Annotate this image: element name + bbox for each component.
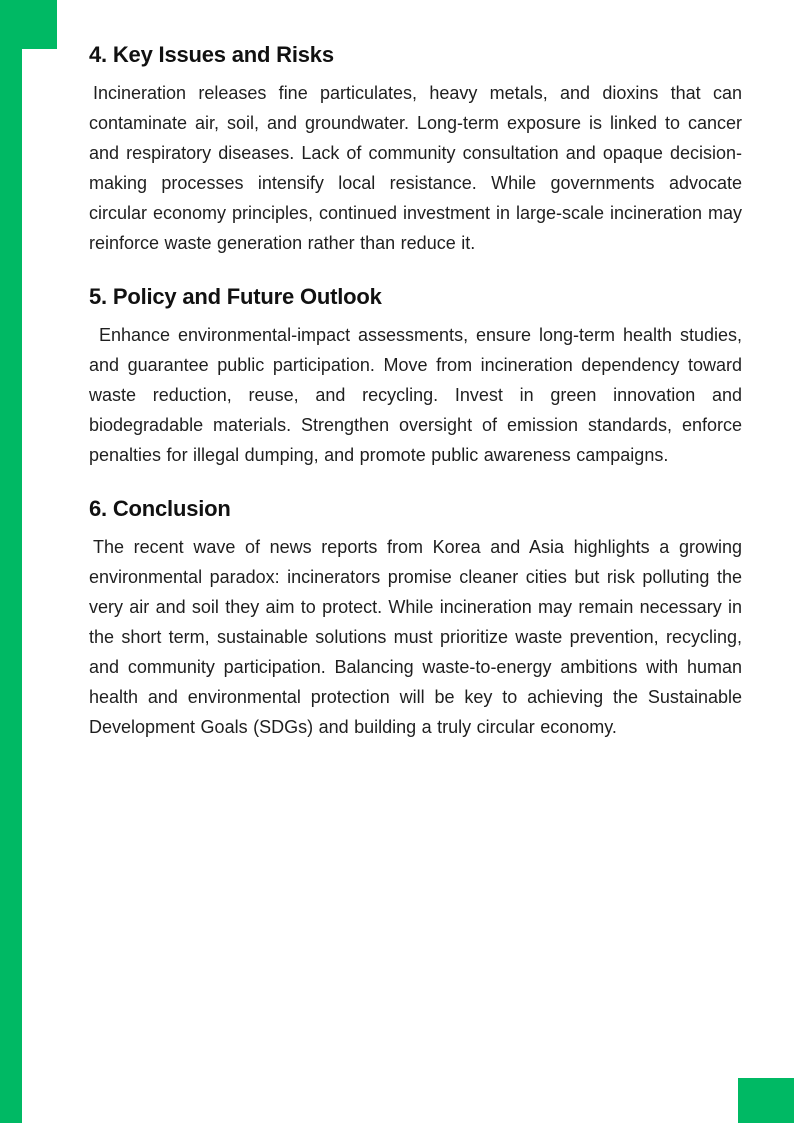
section-key-issues-and-risks [89, 40, 742, 258]
section-body-key-issues-and-risks: Incineration releases fine particulates, heavy metals, and dioxins that can contaminate air, soil, and groundwater. Long-term exposure is linked to cancer and respiratory diseases. Lack of community consultation and opaque decision-making processes intensify local resistance. While governments advocate circular economy principles, continued investment in large-scale incineration may reinforce waste generation rather than reduce it. [89, 83, 742, 253]
section-heading-key-issues-and-risks: 4. Key Issues and Risks [89, 42, 334, 67]
section-heading-policy-and-future-outlook: 5. Policy and Future Outlook [89, 284, 382, 309]
section-heading-conclusion: 6. Conclusion [89, 496, 231, 521]
top-left-accent-square [0, 0, 57, 49]
section-policy-and-future-outlook [89, 282, 742, 470]
bottom-right-accent-square [738, 1078, 794, 1123]
section-body-conclusion: The recent wave of news reports from Korea and Asia highlights a growing environmental paradox: incinerators promise cleaner cities but risk polluting the very air and soil they aim to protect. While incineration may remain necessary in the short term, sustainable solutions must prioritize waste prevention, recycling, and community participation. Balancing waste-to-energy ambitions with human health and environmental protection will be key to achieving the Sustainable Development Goals (SDGs) and building a truly circular economy. [89, 537, 742, 737]
section-conclusion [89, 494, 742, 742]
document-content [89, 40, 742, 742]
left-accent-bar [0, 0, 22, 1123]
section-body-policy-and-future-outlook: Enhance environmental-impact assessments, ensure long-term health studies, and guarantee public participation. Move from incineration dependency toward waste reduction, reuse, and recycling. Invest in green innovation and biodegradable materials. Strengthen oversight of emission standards, enforce penalties for illegal dumping, and promote public awareness campaigns. [89, 325, 742, 465]
